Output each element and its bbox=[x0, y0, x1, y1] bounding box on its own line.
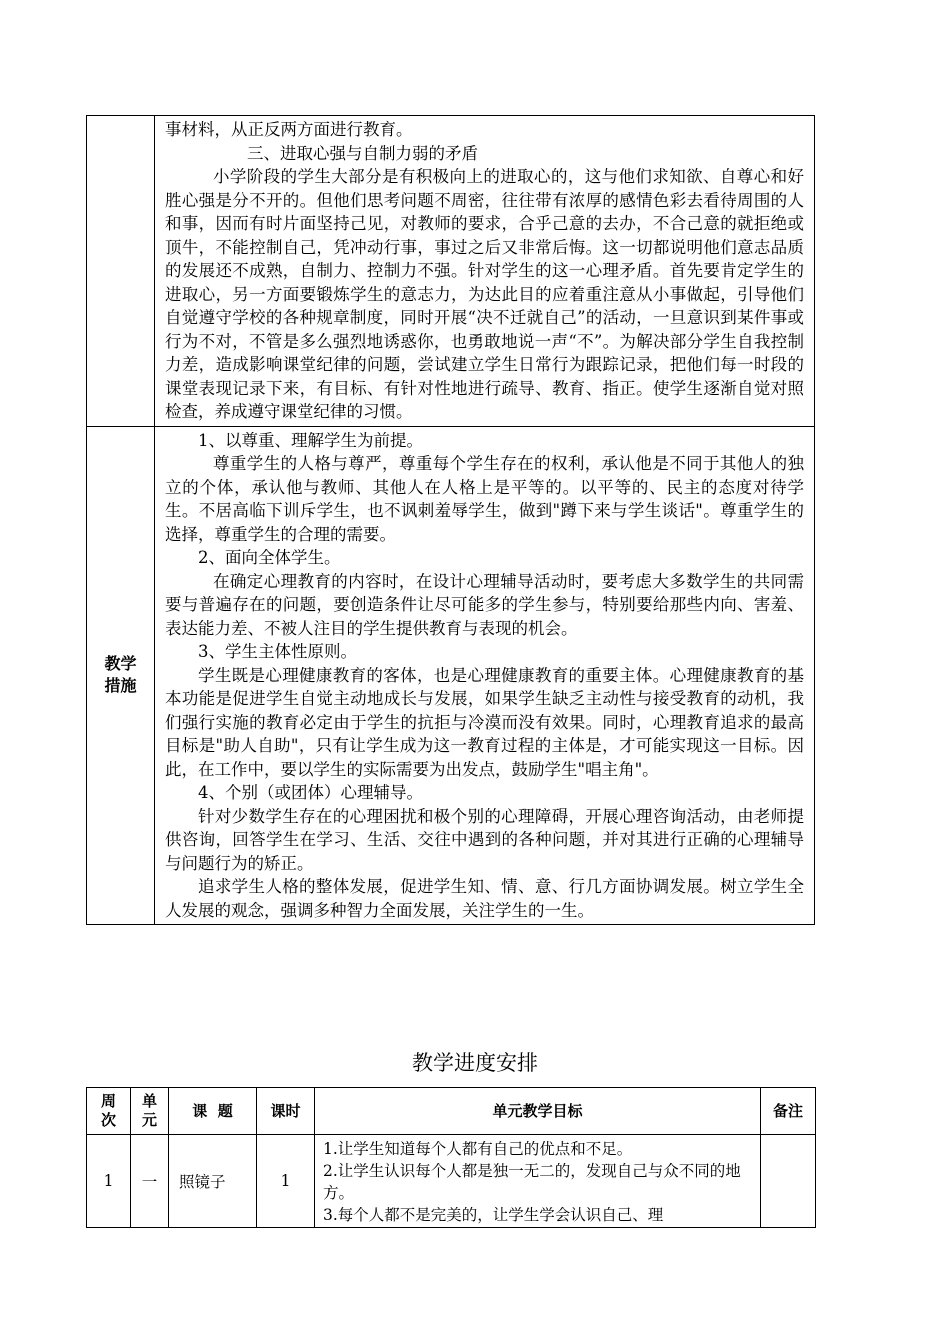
label-line: 措施 bbox=[104, 676, 137, 696]
label-line: 教学 bbox=[104, 654, 137, 674]
paragraph: 针对少数学生存在的心理困扰和极个别的心理障碍，开展心理咨询活动，由老师提供咨询，回答学生在学习、生活、交往中遇到的各种问题，并对其进行正确的心理辅导与问题行为的矫正。 bbox=[165, 806, 804, 873]
cell-topic: 照镜子 bbox=[169, 1135, 257, 1228]
goal-item: 1.让学生知道每个人都有自己的优点和不足。 bbox=[323, 1140, 633, 1158]
paragraph: 小学阶段的学生大部分是有积极向上的进取心的，这与他们求知欲、自尊心和好胜心强是分不开的。但他们思考问题不周密，往往带有浓厚的感情色彩去看待周围的人和事，因而有时片面坚持己见，对教师的要求，合乎己意的去办，不合己意的就拒绝或顶牛，不能控制自己，凭冲动行事，事过之后又非常后悔。这一切都说明他们意志品质的发展还不成熟，自制力、控制力不强。针对学生的这一心理矛盾。首先要肯定学生的进取心，另一方面要锻炼学生的意志力，为达此目的应着重注意从小事做起，引导他们自觉遵守学校的各种规章制度，同时开展“决不迁就自己”的活动，一旦意识到某件事或行为不对，不管是多么强烈地诱惑你，也勇敢地说一声“不”。为解决部分学生自我控制力差，造成影响课堂纪律的问题，尝试建立学生日常行为跟踪记录，把他们每一时段的课堂表现记录下来，有目标、有针对性地进行疏导、教育、指正。使学生逐渐自觉对照检查，养成遵守课堂纪律的习惯。 bbox=[165, 167, 804, 421]
header-week: 周 次 bbox=[87, 1088, 131, 1135]
header-unit: 单 元 bbox=[131, 1088, 169, 1135]
goal-item: 3.每个人都不是完美的，让学生学会认识自己、理 bbox=[323, 1206, 664, 1224]
measure-heading: 3、学生主体性原则。 bbox=[198, 642, 357, 661]
plan-table bbox=[86, 115, 815, 925]
table-row bbox=[87, 1135, 816, 1228]
measure-heading: 1、以尊重、理解学生为前提。 bbox=[198, 430, 423, 450]
header-goals: 单元教学目标 bbox=[315, 1088, 761, 1135]
header-topic: 课 题 bbox=[169, 1088, 257, 1135]
table-row bbox=[87, 426, 815, 925]
header-notes: 备注 bbox=[761, 1088, 816, 1135]
paragraph: 学生既是心理健康教育的客体，也是心理健康教育的重要主体。心理健康教育的基本功能是促进学生自觉主动地成长与发展，如果学生缺乏主动性与接受教育的动机，我们强行实施的教育必定由于学生的抗拒与冷漠而没有效果。同时，心理教育追求的最高目标是"助人自助"，只有让学生成为这一教育过程的主体是，才可能实现这一目标。因此，在工作中，要以学生的实际需要为出发点，鼓励学生"唱主角"。 bbox=[165, 665, 804, 779]
teaching-measures-label bbox=[87, 426, 155, 925]
header-hours: 课时 bbox=[257, 1088, 315, 1135]
cell-week: 1 bbox=[87, 1135, 131, 1228]
cell-hours: 1 bbox=[257, 1135, 315, 1228]
schedule-title: 教学进度安排 bbox=[412, 1051, 538, 1075]
cell-unit: 一 bbox=[131, 1135, 169, 1228]
difficulty-text-cell bbox=[155, 116, 815, 427]
paragraph: 追求学生人格的整体发展，促进学生知、情、意、行几方面协调发展。树立学生全人发展的观念，强调多种智力全面发展，关注学生的一生。 bbox=[165, 877, 804, 920]
table-row bbox=[87, 116, 815, 427]
schedule-table bbox=[86, 1087, 816, 1228]
measure-heading: 4、个别（或团体）心理辅导。 bbox=[198, 783, 423, 802]
cell-notes bbox=[761, 1135, 816, 1228]
paragraph: 尊重学生的人格与尊严，尊重每个学生存在的权利，承认他是不同于其他人的独立的个体，承认他与教师、其他人在人格上是平等的。以平等的、民主的态度对待学生。不居高临下训斥学生，也不讽刺羞辱学生，做到"蹲下来与学生谈话"。尊重学生的选择，尊重学生的合理的需要。 bbox=[165, 454, 804, 544]
teaching-measures-cell bbox=[155, 426, 815, 925]
goal-item: 2.让学生认识每个人都是独一无二的，发现自己与众不同的地方。 bbox=[323, 1162, 741, 1202]
measure-heading: 2、面向全体学生。 bbox=[198, 548, 341, 567]
schedule-header-row bbox=[87, 1088, 816, 1135]
row-label-empty bbox=[87, 116, 155, 427]
paragraph: 事材料，从正反两方面进行教育。 bbox=[165, 120, 413, 139]
paragraph: 在确定心理教育的内容时，在设计心理辅导活动时，要考虑大多数学生的共同需要与普遍存在的问题，要创造条件让尽可能多的学生参与，特别要给那些内向、害羞、表达能力差、不被人注目的学生提供教育与表现的机会。 bbox=[165, 571, 804, 638]
section-heading: 三、进取心强与自制力弱的矛盾 bbox=[247, 143, 478, 163]
cell-goals bbox=[315, 1135, 761, 1228]
